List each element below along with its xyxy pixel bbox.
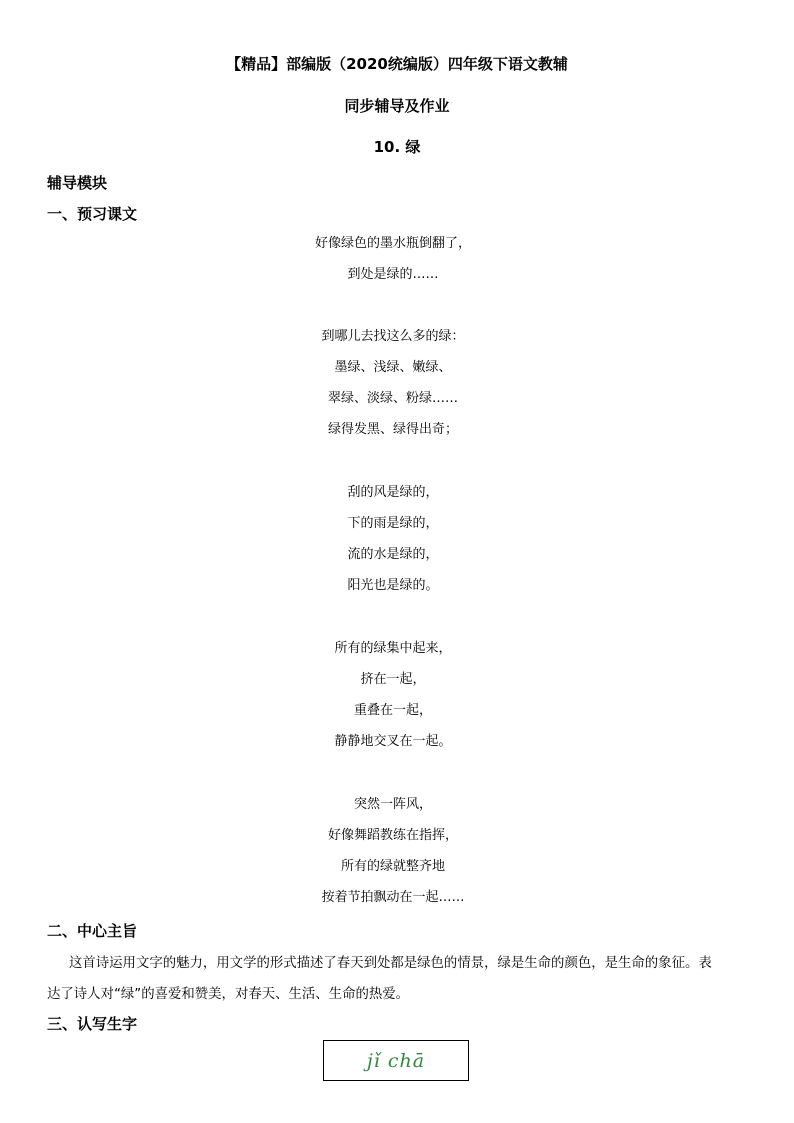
poem-line: 绿得发黑、绿得出奇； [327, 422, 458, 437]
poem-line: 墨绿、浅绿、嫩绿、 [334, 360, 452, 375]
poem-line: 好像绿色的墨水瓶倒翻了， [314, 236, 471, 251]
poem-line: 翠绿、淡绿、粉绿…… [327, 391, 458, 406]
section-heading-theme: 二、中心主旨 [47, 922, 138, 940]
poem-line: 流的水是绿的， [347, 547, 439, 562]
poem-line: 到处是绿的…… [347, 267, 439, 282]
poem-line: 挤在一起， [360, 672, 426, 687]
poem-line: 所有的绿集中起来， [334, 641, 452, 656]
theme-paragraph [47, 948, 752, 1010]
pinyin-box [323, 1040, 469, 1081]
section-heading-characters: 三、认写生字 [47, 1015, 138, 1033]
poem-line: 到哪儿去找这么多的绿： [321, 329, 465, 344]
section-heading-preview: 一、预习课文 [47, 205, 138, 223]
lesson-title: 10. 绿 [373, 138, 421, 156]
poem-line: 好像舞蹈教练在指挥， [327, 828, 458, 843]
poem-line: 突然一阵风， [353, 797, 432, 812]
poem-line: 所有的绿就整齐地 [340, 859, 445, 874]
poem-line: 刮的风是绿的， [347, 485, 439, 500]
poem-line: 阳光也是绿的。 [347, 578, 439, 593]
theme-line-1: 这首诗运用文字的魅力，用文学的形式描述了春天到处都是绿色的情景，绿是生命的颜色，是生命的象征。表 [69, 956, 712, 971]
theme-paragraph-line [47, 948, 752, 979]
document-subtitle: 同步辅导及作业 [344, 97, 450, 115]
pinyin-text: jǐ chā [366, 1049, 426, 1072]
document-title: 【精品】部编版（2020统编版）四年级下语文教辅 [226, 55, 568, 73]
poem-line: 重叠在一起， [353, 703, 432, 718]
theme-paragraph-line: 达了诗人对“绿”的喜爱和赞美，对春天、生活、生命的热爱。 [47, 987, 410, 1002]
module-heading: 辅导模块 [47, 174, 108, 192]
poem-line: 下的雨是绿的， [347, 516, 439, 531]
poem-line: 静静地交叉在一起。 [334, 734, 452, 749]
poem-line: 按着节拍飘动在一起…… [321, 890, 465, 905]
